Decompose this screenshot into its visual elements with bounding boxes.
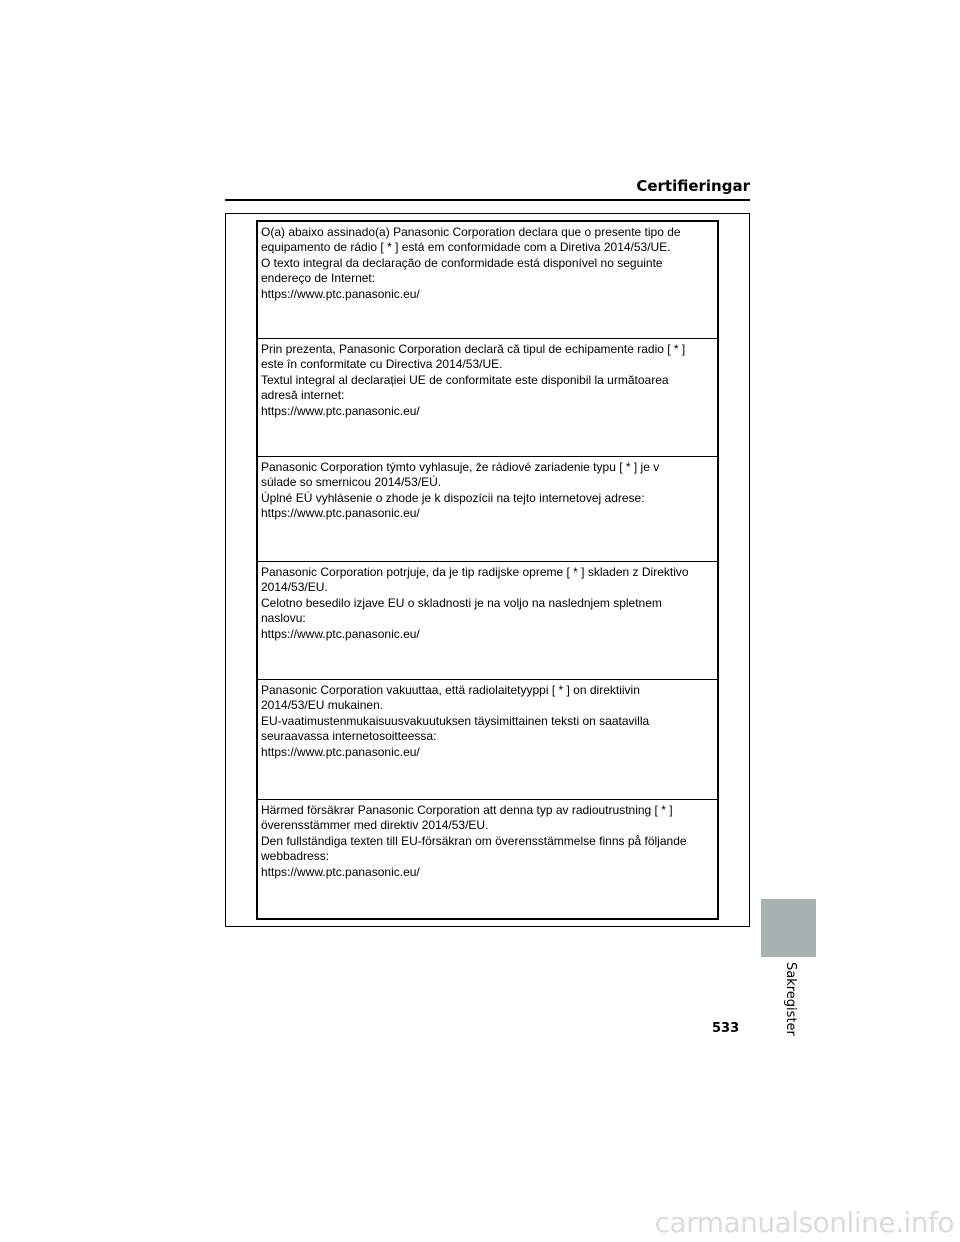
section-tab-marker xyxy=(761,899,816,957)
section-rule xyxy=(225,199,750,201)
declaration-romanian: Prin prezenta, Panasonic Corporation declară că tipul de echipamente radio [ * ] este în conformitate cu Directiva 2014/53/UE. Textul integral al declarației UE de conformitate este disponibil la următoarea adresă internet: https://www.ptc.panasonic.eu/ xyxy=(258,339,717,457)
declaration-portuguese: O(a) abaixo assinado(a) Panasonic Corporation declara que o presente tipo de equipamento de rádio [ * ] está em conformidade com a Diretiva 2014/53/UE. O texto integral da declaração de conformidade está disponível no seguinte endereço de Internet: https://www.ptc.panasonic.eu/ xyxy=(258,222,717,339)
declaration-finnish: Panasonic Corporation vakuuttaa, että radiolaitetyyppi [ * ] on direktiivin 2014/53/EU mukainen. EU-vaatimustenmukaisuusvakuutuksen täysimittainen teksti on saatavilla seuraavassa internetosoitteessa: https://www.ptc.panasonic.eu/ xyxy=(258,680,717,800)
declaration-slovak: Panasonic Corporation týmto vyhlasuje, že rádiové zariadenie typu [ * ] je v súlade so smernicou 2014/53/EÚ. Úplné EÚ vyhlásenie o zhode je k dispozícii na tejto internetovej adrese: https://www.ptc.panasonic.eu/ xyxy=(258,457,717,562)
declaration-slovenian: Panasonic Corporation potrjuje, da je tip radijske opreme [ * ] skladen z Direktivo 2014/53/EU. Celotno besedilo izjave EU o skladnosti je na voljo na naslednjem spletnem naslovu: https://www.ptc.panasonic.eu/ xyxy=(258,562,717,680)
declaration-table xyxy=(256,220,719,920)
side-tab-label: Sakregister xyxy=(783,962,798,1036)
declaration-swedish: Härmed försäkrar Panasonic Corporation att denna typ av radioutrustning [ * ] överensstämmer med direktiv 2014/53/EU. Den fullständiga texten till EU-försäkran om överensstämmelse finns på följande webbadress: https://www.ptc.panasonic.eu/ xyxy=(261,803,687,879)
page-number: 533 xyxy=(712,1021,740,1036)
section-title: Certifieringar xyxy=(636,177,750,195)
watermark: carmanualsonline.info xyxy=(654,1206,954,1239)
